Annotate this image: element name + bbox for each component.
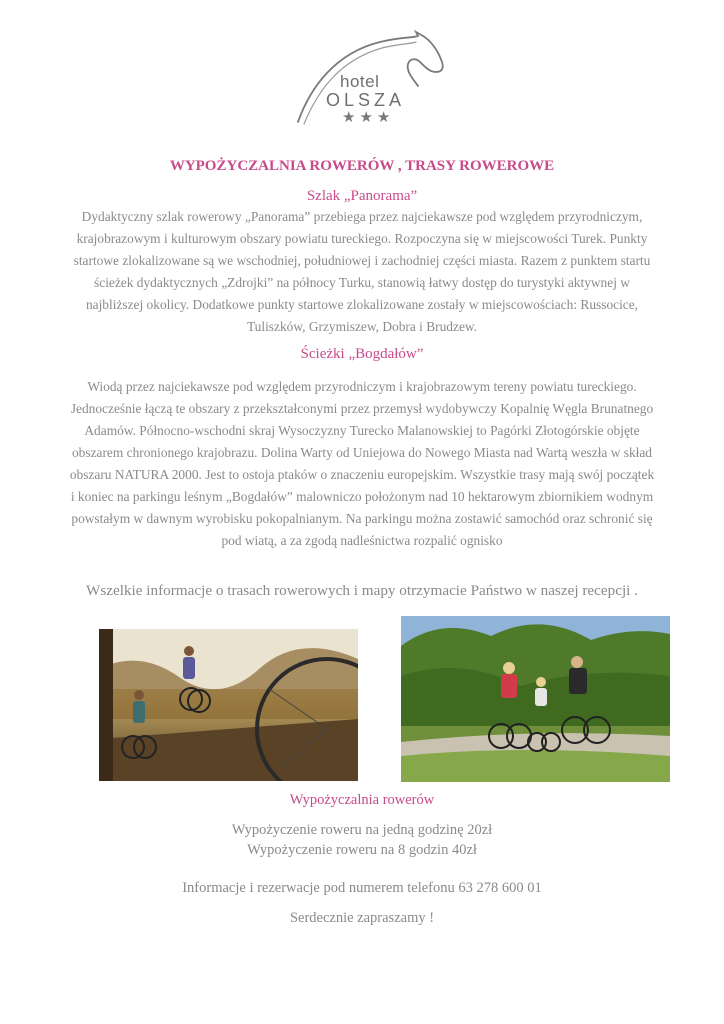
contact-text: Informacje i rezerwacje pod numerem telefonu 63 278 600 01 (182, 880, 542, 896)
logo-hotel-text: hotel (340, 72, 380, 91)
price-one-hour: Wypożyczenie roweru na jedną godzinę 20zł (231, 822, 493, 838)
rental-title: Wypożyczalnia rowerów (289, 792, 435, 808)
section-title-panorama: Szlak „Panorama” (306, 188, 418, 204)
logo-stars: ★★★ (342, 108, 395, 126)
photo-family-cycling (401, 616, 670, 782)
section-text-panorama: Dydaktyczny szlak rowerowy „Panorama” przebiega przez najciekawsze pod względem przyrodniczym, krajobrazowym i kulturowym obszary powiatu tureckiego. Rozpoczyna się w miejscowości Turek. Punkty startowe zlokalizowane są we wschodniej, południowej i zachodniej części miasta. Razem z punktem startu ścieżek dydaktycznych „Zdrojki” na północy Turku, stanowią łatwy dostęp do turystyki aktywnej w najbliższej okolicy. Dodatkowe punkty startowe zlokalizowane zostały w miejscowościach: Russocice, Tuliszków, Grzymiszew, Dobra i Brudzew. (73, 209, 651, 334)
photo-cyclists-forest (99, 629, 358, 781)
price-eight-hours: Wypożyczenie roweru na 8 godzin 40zł (247, 842, 477, 858)
page-title: WYPOŻYCZALNIA ROWERÓW , TRASY ROWEROWE (169, 158, 555, 174)
section-title-bogdalow: Ścieżki „Bogdałów” (300, 346, 424, 362)
welcome-text: Serdecznie zapraszamy ! (289, 910, 435, 926)
logo-name-text: OLSZA (326, 90, 406, 110)
info-text: Wszelkie informacje o trasach rowerowych i mapy otrzymacie Państwo w naszej recepcji . (85, 582, 638, 599)
hotel-logo (290, 28, 450, 128)
section-text-bogdalow: Wiodą przez najciekawsze pod względem przyrodniczym i krajobrazowym tereny powiatu tureckiego. Jednocześnie łączą te obszary z przekształconymi przez przemysł wydobywczy Kopalnię Węgla Brunatnego Adamów. Północno-wschodni skraj Wysoczyzny Turecko Malanowskiej to Pagórki Złotogórskie objęte obszarem chronionego krajobrazu. Dolina Warty od Uniejowa do Nowego Miasta nad Wartą weszła w skład obszaru NATURA 2000. Jest to ostoja ptaków o znaczeniu europejskim. Wszystkie trasy mają swój początek i koniec na parkingu leśnym „Bogdałów” malowniczo położonym nad 10 hektarowym zbiornikiem wodnym powstałym w dawnym wyrobisku pokopalnianym. Na parkingu można zostawić samochód oraz schronić się pod wiatą, a za zgodą nadleśnictwa rozpalić ognisko (69, 379, 655, 548)
